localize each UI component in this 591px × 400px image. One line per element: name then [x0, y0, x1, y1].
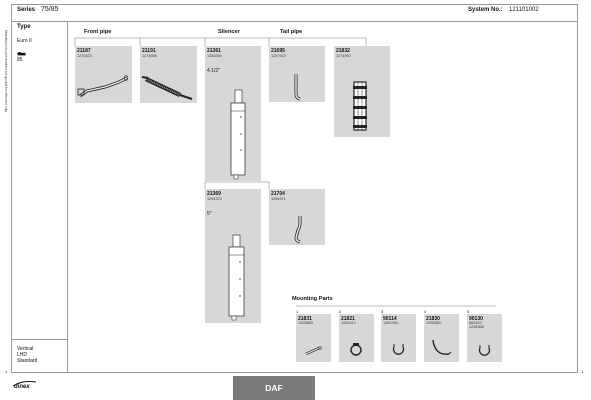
oem-reference: 1303683	[298, 321, 313, 325]
left-page-mark: 1	[5, 369, 8, 374]
oem-reference: 1294371	[271, 197, 286, 201]
flex-pipe-drawing	[140, 46, 197, 103]
oem-reference: 1255360	[426, 321, 441, 325]
part-card-21369[interactable]	[205, 189, 261, 323]
tail-pipe-drawing	[269, 46, 325, 102]
series-label: Series	[17, 7, 36, 13]
engine-value: 85	[17, 57, 23, 63]
part-number: 21361	[207, 48, 221, 54]
mounting-index: 5	[467, 309, 470, 314]
dinex-logo	[12, 379, 38, 389]
oem-reference: 1252412	[341, 321, 356, 325]
mounting-index: 4	[424, 309, 427, 314]
drive-side-label: LHD	[17, 352, 28, 358]
oem-reference: 1283784	[383, 321, 398, 325]
oem-reference: 1270423	[77, 54, 92, 58]
mounting-bracket-drawing	[296, 314, 331, 362]
vehicle-make-tab	[233, 376, 315, 400]
strap-drawing	[424, 314, 459, 362]
type-label: Type	[17, 24, 31, 30]
oem-reference: 1257923	[271, 54, 286, 58]
variant-label: Standard	[17, 358, 38, 364]
vehicle-make-label: DAF	[265, 383, 283, 393]
mounting-card-21830[interactable]	[424, 314, 459, 362]
part-number: 21187	[77, 48, 91, 54]
mounting-index: 1	[296, 309, 299, 314]
reference-disclaimer-text: Manufacturers part numbers are quoted for reference only	[4, 30, 8, 112]
series-value: 75/85	[41, 6, 59, 13]
part-card-21695[interactable]	[269, 46, 325, 102]
silencer-diameter: 4 1/2"	[207, 68, 220, 74]
part-number: 90114	[383, 316, 397, 322]
emission-standard: Euro II	[17, 38, 32, 44]
front-pipe-drawing	[75, 46, 132, 103]
clamp-ring-drawing	[339, 314, 374, 362]
system-number-value: 121101002	[509, 7, 539, 13]
part-card-21191[interactable]	[140, 46, 197, 103]
mounting-index: 3	[381, 309, 384, 314]
oem-reference: 1255393	[207, 54, 222, 58]
right-page-mark: 1	[581, 369, 584, 374]
section-tail-pipe: Tail pipe	[280, 29, 303, 35]
silencer-drawing	[205, 189, 261, 323]
svg-text:dinex: dinex	[14, 384, 30, 389]
part-number: 21695	[271, 48, 285, 54]
part-number: 21831	[298, 316, 312, 322]
oem-reference: 1274655	[142, 54, 157, 58]
section-front-pipe: Front pipe	[84, 29, 112, 35]
part-number: 90130	[469, 316, 483, 322]
part-card-21187[interactable]	[75, 46, 132, 103]
tail-pipe-drawing	[269, 189, 325, 245]
system-number-label: System No.:	[468, 7, 503, 13]
mounting-card-90130[interactable]	[467, 314, 502, 362]
section-mounting-parts: Mounting Parts	[292, 296, 333, 302]
mounting-card-90114[interactable]	[381, 314, 416, 362]
mounting-card-21831[interactable]	[296, 314, 331, 362]
oem-reference: 1298368	[469, 325, 484, 329]
part-number: 21704	[271, 191, 285, 197]
silencer-diameter: 5"	[207, 211, 212, 217]
part-number: 21821	[341, 316, 355, 322]
clamp-drawing	[467, 314, 502, 362]
heat-shield-drawing	[334, 46, 390, 137]
part-card-21832[interactable]	[334, 46, 390, 137]
oem-reference: 1294370	[207, 197, 222, 201]
orientation-label: Vertical	[17, 346, 34, 352]
oem-reference: 662610	[469, 321, 482, 325]
oem-reference: 1274992	[336, 54, 351, 58]
part-number: 21369	[207, 191, 221, 197]
silencer-drawing	[205, 46, 261, 181]
section-silencer: Silencer	[218, 29, 240, 35]
part-card-21361[interactable]	[205, 46, 261, 181]
mounting-card-21821[interactable]	[339, 314, 374, 362]
mounting-index: 2	[339, 309, 342, 314]
part-number: 21191	[142, 48, 156, 54]
part-number: 21830	[426, 316, 440, 322]
u-clamp-drawing	[381, 314, 416, 362]
part-number: 21832	[336, 48, 350, 54]
part-card-21704[interactable]	[269, 189, 325, 245]
